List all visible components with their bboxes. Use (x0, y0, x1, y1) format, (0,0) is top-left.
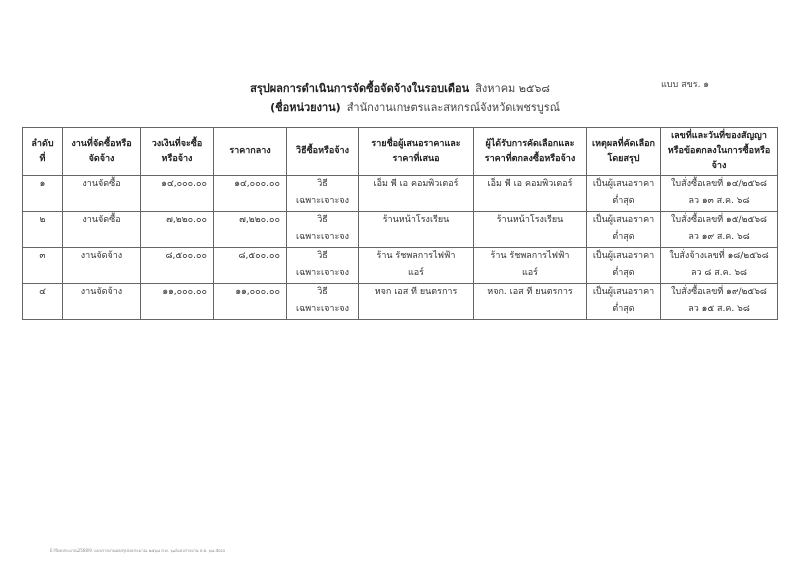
table-row (23, 176, 778, 212)
cell-no: ๒ (23, 212, 63, 248)
form-code: แบบ สขร. ๑ (661, 80, 710, 90)
cell-selected: หจก. เอส ที ยนตรการ (474, 284, 587, 320)
cell-reason: เป็นผู้เสนอราคา ต่ำสุด (587, 176, 661, 212)
cell-work: งานจัดซื้อ (63, 176, 141, 212)
cell-budget: ๘,๕๐๐.๐๐ (141, 248, 214, 284)
cell-median-price: ๑๑,๐๐๐.๐๐ (214, 284, 287, 320)
subtitle-label: (ชื่อหน่วยงาน) (270, 101, 341, 114)
cell-contract: ใบสั่งจ้างเลขที่ ๑๘/๒๕๖๘ ลว ๘ ส.ค. ๖๘ (661, 248, 778, 284)
header-selected: ผู้ได้รับการคัดเลือกและ ราคาที่ตกลงซื้อหรือจ้าง (474, 128, 587, 176)
header-method: วิธีซื้อหรือจ้าง (287, 128, 359, 176)
table-row (23, 212, 778, 248)
cell-budget: ๗,๒๒๐.๐๐ (141, 212, 214, 248)
cell-no: ๑ (23, 176, 63, 212)
cell-contract: ใบสั่งซื้อเลขที่ ๑๕/๒๕๖๘ ลว ๑๙ ส.ค. ๖๘ (661, 212, 778, 248)
procurement-summary-table (22, 127, 778, 320)
document-title (0, 79, 800, 97)
title-main: สรุปผลการดำเนินการจัดซื้อจัดจ้างในรอบเดือน (250, 82, 470, 95)
cell-contract: ใบสั่งซื้อเลขที่ ๑๙/๒๕๖๘ ลว ๑๕ ส.ค. ๖๘ (661, 284, 778, 320)
cell-selected: ร้าน รัชพลการไฟฟ้า แอร์ (474, 248, 587, 284)
cell-budget: ๑๔,๐๐๐.๐๐ (141, 176, 214, 212)
cell-reason: เป็นผู้เสนอราคา ต่ำสุด (587, 212, 661, 248)
document-subtitle (0, 98, 800, 116)
header-budget: วงเงินที่จะซื้อ หรือจ้าง (141, 128, 214, 176)
cell-bidders: เอ็ม พี เอ คอมพิวเตอร์ (359, 176, 474, 212)
cell-median-price: ๗,๒๒๐.๐๐ (214, 212, 287, 248)
cell-median-price: ๘,๕๐๐.๐๐ (214, 248, 287, 284)
header-contract: เลขที่และวันที่ของสัญญา หรือข้อตกลงในการซื้อหรือ จ้าง (661, 128, 778, 176)
header-median-price: ราคากลาง (214, 128, 287, 176)
cell-contract: ใบสั่งซื้อเลขที่ ๑๔/๒๕๖๘ ลว ๑๓ ส.ค. ๖๘ (661, 176, 778, 212)
cell-reason: เป็นผู้เสนอราคา ต่ำสุด (587, 284, 661, 320)
cell-budget: ๑๑,๐๐๐.๐๐ (141, 284, 214, 320)
cell-no: ๓ (23, 248, 63, 284)
table-row (23, 248, 778, 284)
agency-name: สำนักงานเกษตรและสหกรณ์จังหวัดเพชรบูรณ์ (346, 101, 560, 114)
cell-bidders: ร้าน รัชพลการไฟฟ้า แอร์ (359, 248, 474, 284)
header-reason: เหตุผลที่คัดเลือก โดยสรุป (587, 128, 661, 176)
cell-method: วิธี เฉพาะเจาะจง (287, 212, 359, 248)
cell-bidders: หจก เอส ที ยนตรการ (359, 284, 474, 320)
cell-selected: ร้านหน้าโรงเรียน (474, 212, 587, 248)
cell-median-price: ๑๔,๐๐๐.๐๐ (214, 176, 287, 212)
cell-reason: เป็นผู้เสนอราคา ต่ำสุด (587, 248, 661, 284)
cell-method: วิธี เฉพาะเจาะจง (287, 284, 359, 320)
table-header-row (23, 128, 778, 176)
cell-method: วิธี เฉพาะเจาะจง (287, 176, 359, 212)
cell-work: งานจัดซื้อ (63, 212, 141, 248)
cell-selected: เอ็ม พี เอ คอมพิวเตอร์ (474, 176, 587, 212)
cell-work: งานจัดจ้าง (63, 248, 141, 284)
header-work: งานที่จัดซื้อหรือ จัดจ้าง (63, 128, 141, 176)
title-month: สิงหาคม ๒๕๖๘ (475, 82, 550, 95)
cell-bidders: ร้านหน้าโรงเรียน (359, 212, 474, 248)
file-path-footer: E:\ปีงบประมาณ2568\9. แบบรายงานผลสรุปงบประมาณ ๒๕๖๘ ส.ค. ๖๘\แบบรายงาน ส.ค. ๖๘.docx (50, 548, 226, 553)
header-no: ลำดับ ที่ (23, 128, 63, 176)
table-row (23, 284, 778, 320)
cell-method: วิธี เฉพาะเจาะจง (287, 248, 359, 284)
cell-no: ๔ (23, 284, 63, 320)
header-bidders: รายชื่อผู้เสนอราคาและ ราคาที่เสนอ (359, 128, 474, 176)
cell-work: งานจัดจ้าง (63, 284, 141, 320)
